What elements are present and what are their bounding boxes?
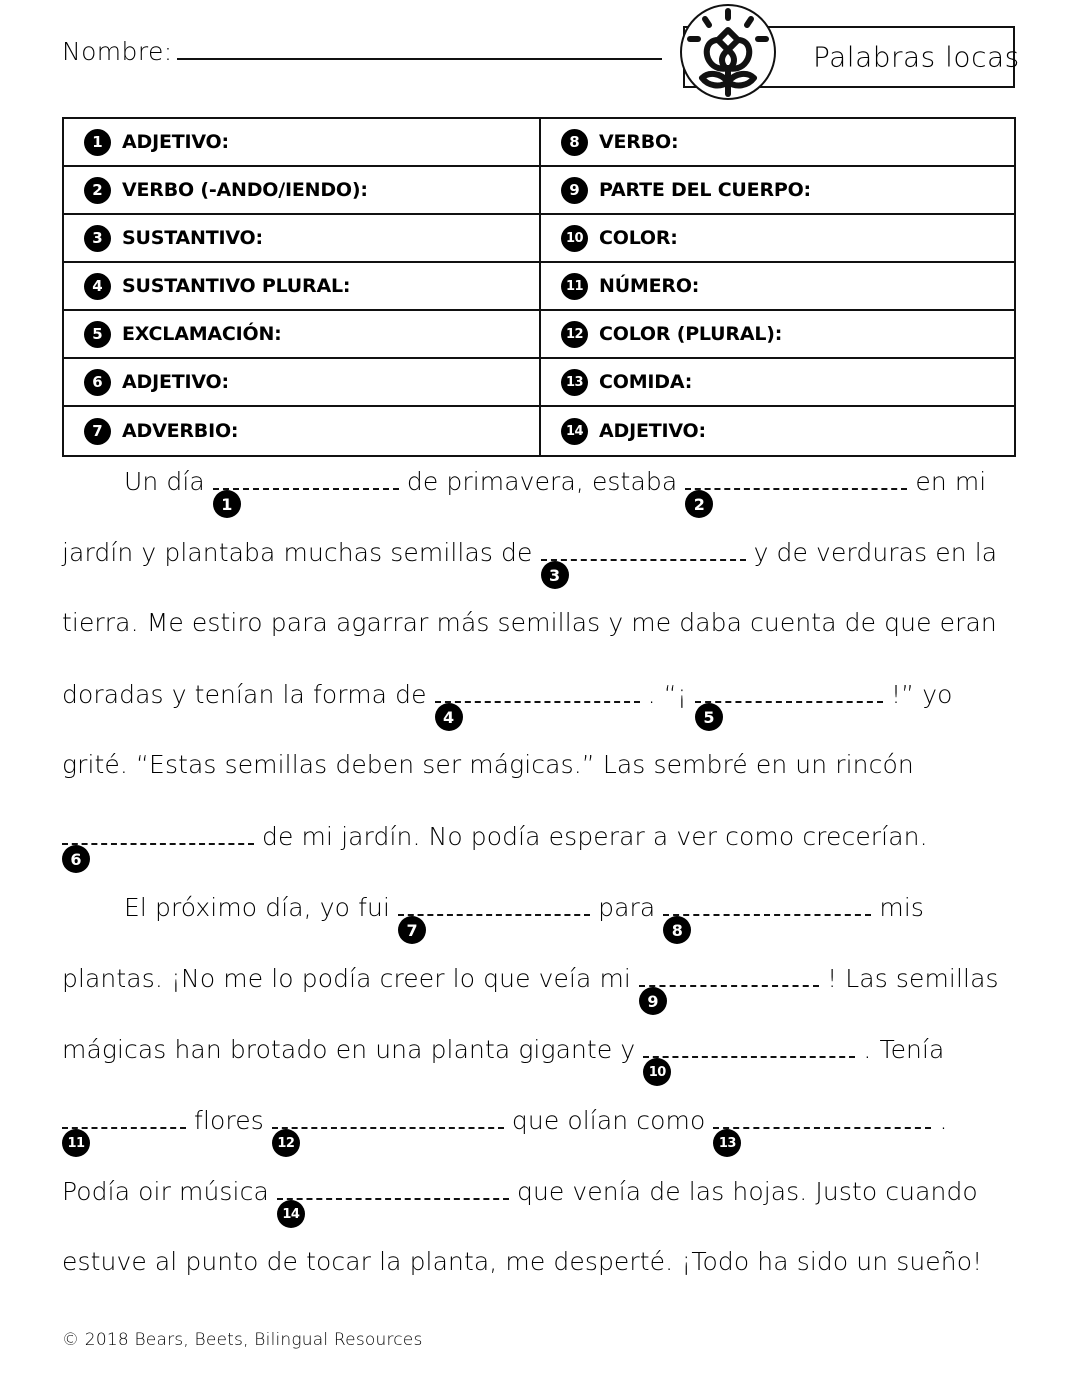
story-text: de primavera, estaba [406, 467, 678, 496]
word-bank-row[interactable] [64, 407, 539, 455]
number-badge: 2 [685, 490, 713, 518]
number-badge: 9 [639, 987, 667, 1015]
word-bank-row[interactable] [64, 119, 539, 167]
word-bank-row[interactable] [64, 311, 539, 359]
story-line [62, 466, 1020, 537]
number-badge: 12 [561, 321, 588, 348]
word-bank-label: ADJETIVO: [122, 371, 229, 393]
number-badge: 13 [713, 1129, 741, 1157]
fill-in-blank-9[interactable] [639, 963, 819, 1011]
story-text: ! Las semillas [827, 964, 999, 993]
number-badge: 7 [84, 418, 111, 445]
name-field-row [62, 36, 662, 66]
fill-in-blank-8[interactable] [663, 892, 871, 940]
word-bank-label: SUSTANTIVO PLURAL: [122, 275, 351, 297]
story-text: . “¡ [647, 680, 687, 709]
fill-in-blank-14[interactable] [277, 1176, 509, 1222]
word-bank-label: COLOR: [599, 227, 678, 249]
word-bank-row[interactable] [539, 407, 1014, 455]
fill-in-blank-2[interactable] [685, 466, 907, 514]
story-text: . [939, 1106, 948, 1135]
story-line [62, 750, 1020, 821]
word-bank-row[interactable] [64, 215, 539, 263]
story-line [62, 963, 1020, 1034]
word-bank-row[interactable] [539, 311, 1014, 359]
number-badge: 6 [84, 369, 111, 396]
story-text: en mi [915, 467, 987, 496]
story-line [62, 679, 1020, 750]
word-bank-label: PARTE DEL CUERPO: [599, 179, 811, 201]
story-line [62, 537, 1020, 608]
fill-in-blank-4[interactable] [435, 679, 640, 727]
brand-title: Palabras locas [813, 40, 1020, 74]
number-badge: 10 [643, 1058, 671, 1086]
word-bank-label: ADJETIVO: [122, 131, 229, 153]
number-badge: 11 [62, 1129, 90, 1157]
number-badge: 5 [695, 703, 723, 731]
story-body [62, 466, 1020, 1318]
number-badge: 3 [84, 225, 111, 252]
number-badge: 8 [663, 916, 691, 944]
word-bank-label: SUSTANTIVO: [122, 227, 263, 249]
name-input-line[interactable] [177, 36, 662, 60]
number-badge: 8 [561, 129, 588, 156]
story-text: mágicas han brotado en una planta gigante y [62, 1035, 636, 1064]
number-badge: 11 [561, 273, 588, 300]
story-text: jardín y plantaba muchas semillas de [62, 538, 533, 567]
word-bank-row[interactable] [64, 263, 539, 311]
story-text: Podía oir música [62, 1177, 269, 1206]
word-bank-row[interactable] [539, 215, 1014, 263]
story-text: . Tenía [863, 1035, 945, 1064]
story-text: para [598, 893, 656, 922]
number-badge: 1 [213, 490, 241, 518]
story-line [62, 1105, 1020, 1176]
word-bank-label: NÚMERO: [599, 275, 700, 297]
number-badge: 10 [561, 225, 588, 252]
fill-in-blank-13[interactable] [713, 1105, 931, 1151]
fill-in-blank-3[interactable] [541, 537, 746, 585]
fill-in-blank-1[interactable] [213, 466, 399, 514]
story-text: El próximo día, yo fui [124, 893, 391, 922]
story-text: plantas. ¡No me lo podía creer lo que veía mi [62, 964, 631, 993]
fill-in-blank-12[interactable] [272, 1105, 504, 1151]
number-badge: 14 [277, 1200, 305, 1228]
word-bank-row[interactable] [64, 359, 539, 407]
story-text: !” yo [891, 680, 953, 709]
number-badge: 14 [561, 418, 588, 445]
number-badge: 3 [541, 561, 569, 589]
fill-in-blank-6[interactable] [62, 821, 254, 869]
word-bank-row[interactable] [539, 263, 1014, 311]
story-text: y de verduras en la [753, 538, 998, 567]
story-text: estuve al punto de tocar la planta, me desperté. ¡Todo ha sido un sueño! [62, 1247, 983, 1276]
number-badge: 12 [272, 1129, 300, 1157]
story-text: flores [194, 1106, 264, 1135]
word-bank-label: ADJETIVO: [599, 420, 706, 442]
number-badge: 5 [84, 321, 111, 348]
story-text: que olían como [511, 1106, 706, 1135]
story-text: grité. “Estas semillas deben ser mágicas.” Las sembré en un rincón [62, 750, 914, 779]
word-bank-label: EXCLAMACIÓN: [122, 323, 282, 345]
number-badge: 13 [561, 369, 588, 396]
fill-in-blank-11[interactable] [62, 1105, 186, 1151]
number-badge: 4 [435, 703, 463, 731]
story-line [62, 608, 1020, 679]
fill-in-blank-5[interactable] [695, 679, 883, 727]
fill-in-blank-10[interactable] [643, 1034, 855, 1080]
name-label: Nombre: [62, 37, 173, 66]
word-bank-row[interactable] [539, 359, 1014, 407]
number-badge: 6 [62, 845, 90, 873]
copyright-notice: © 2018 Bears, Beets, Bilingual Resources [62, 1330, 423, 1350]
number-badge: 7 [398, 916, 426, 944]
story-text: doradas y tenían la forma de [62, 680, 427, 709]
word-bank-label: COMIDA: [599, 371, 693, 393]
story-line [62, 1247, 1020, 1318]
word-bank-label: ADVERBIO: [122, 420, 239, 442]
story-line [62, 892, 1020, 963]
word-bank-row[interactable] [539, 119, 1014, 167]
word-bank-label: VERBO: [599, 131, 679, 153]
number-badge: 2 [84, 177, 111, 204]
story-text: de mi jardín. No podía esperar a ver como crecerían. [262, 822, 928, 851]
flower-tulip-icon [676, 2, 780, 102]
number-badge: 9 [561, 177, 588, 204]
page-header [0, 0, 1080, 104]
number-badge: 1 [84, 129, 111, 156]
word-bank-label: VERBO (-ANDO/IENDO): [122, 179, 368, 201]
number-badge: 4 [84, 273, 111, 300]
story-text: que venía de las hojas. Justo cuando [516, 1177, 978, 1206]
story-text: mis [879, 893, 925, 922]
word-bank-label: COLOR (PLURAL): [599, 323, 783, 345]
word-bank-row[interactable] [64, 167, 539, 215]
story-text: Un día [124, 467, 205, 496]
story-line [62, 1176, 1020, 1247]
story-line [62, 1034, 1020, 1105]
story-line [62, 821, 1020, 892]
word-bank-row[interactable] [539, 167, 1014, 215]
story-text: tierra. Me estiro para agarrar más semillas y me daba cuenta de que eran [62, 608, 997, 637]
word-bank-table [62, 117, 1016, 457]
fill-in-blank-7[interactable] [398, 892, 590, 940]
